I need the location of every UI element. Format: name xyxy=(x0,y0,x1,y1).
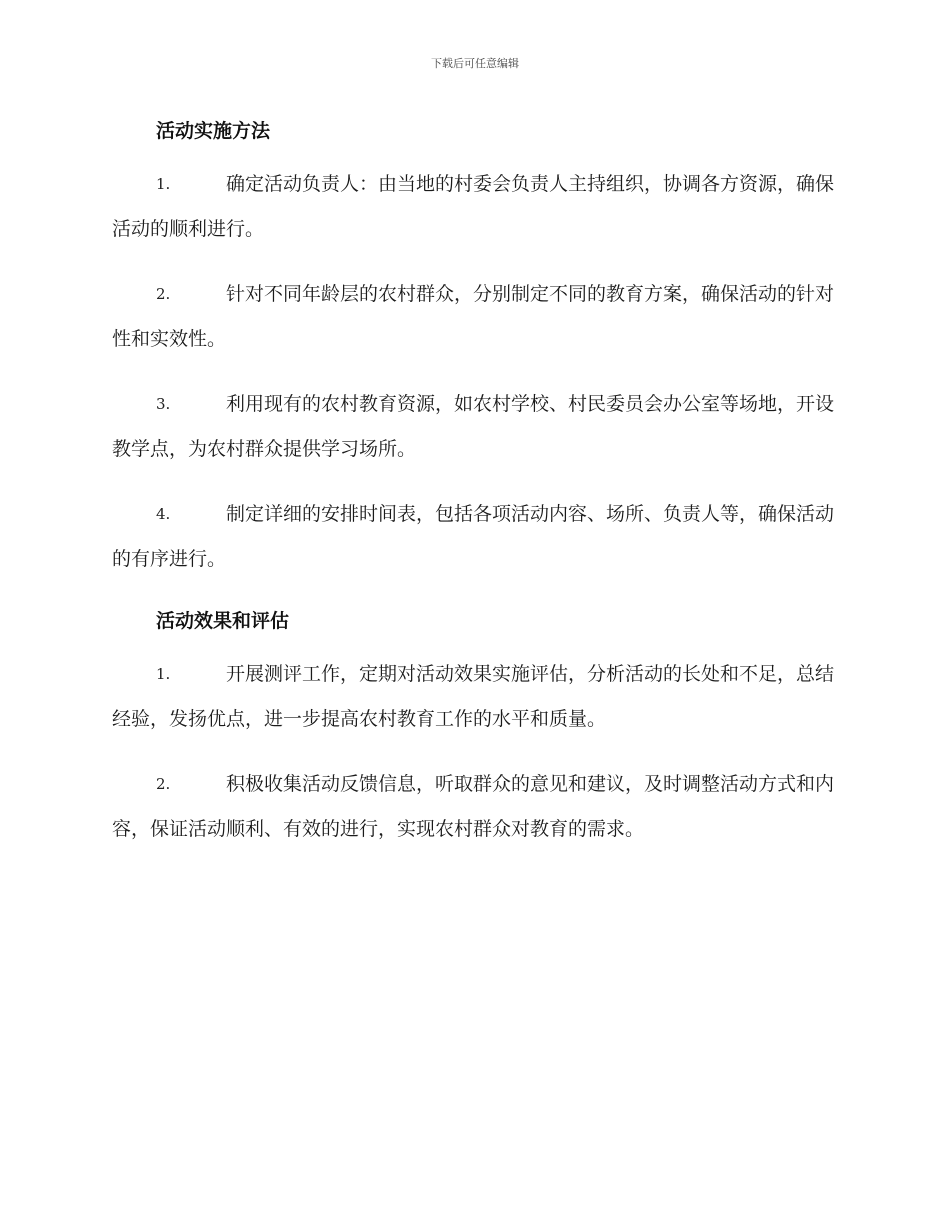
item-text: 利用现有的农村教育资源，如农村学校、村民委员会办公室等场地，开设教学点，为农村群众提供学习场所。 xyxy=(112,393,835,460)
document-body xyxy=(112,112,834,852)
list-item xyxy=(112,762,834,852)
list-item xyxy=(112,272,834,362)
item-number: 1. xyxy=(156,175,171,193)
item-number: 2. xyxy=(156,775,171,793)
item-text: 针对不同年龄层的农村群众，分别制定不同的教育方案，确保活动的针对性和实效性。 xyxy=(112,283,835,350)
item-text: 积极收集活动反馈信息，听取群众的意见和建议，及时调整活动方式和内容，保证活动顺利、有效的进行，实现农村群众对教育的需求。 xyxy=(112,773,835,840)
item-text: 开展测评工作，定期对活动效果实施评估，分析活动的长处和不足，总结经验，发扬优点，进一步提高农村教育工作的水平和质量。 xyxy=(112,663,835,730)
item-number: 3. xyxy=(156,395,171,413)
item-text: 确定活动负责人：由当地的村委会负责人主持组织，协调各方资源，确保活动的顺利进行。 xyxy=(112,173,835,240)
list-item xyxy=(112,652,834,742)
item-number: 2. xyxy=(156,285,171,303)
implementation-list xyxy=(112,162,834,582)
list-item xyxy=(112,382,834,472)
evaluation-list xyxy=(112,652,834,852)
section-heading-evaluation: 活动效果和评估 xyxy=(156,610,290,632)
item-number: 1. xyxy=(156,665,171,683)
list-item xyxy=(112,492,834,582)
list-item xyxy=(112,162,834,252)
header-note: 下载后可任意编辑 xyxy=(431,57,519,70)
item-text: 制定详细的安排时间表，包括各项活动内容、场所、负责人等，确保活动的有序进行。 xyxy=(112,503,835,570)
section-heading-implementation: 活动实施方法 xyxy=(156,120,271,142)
item-number: 4. xyxy=(156,505,171,523)
